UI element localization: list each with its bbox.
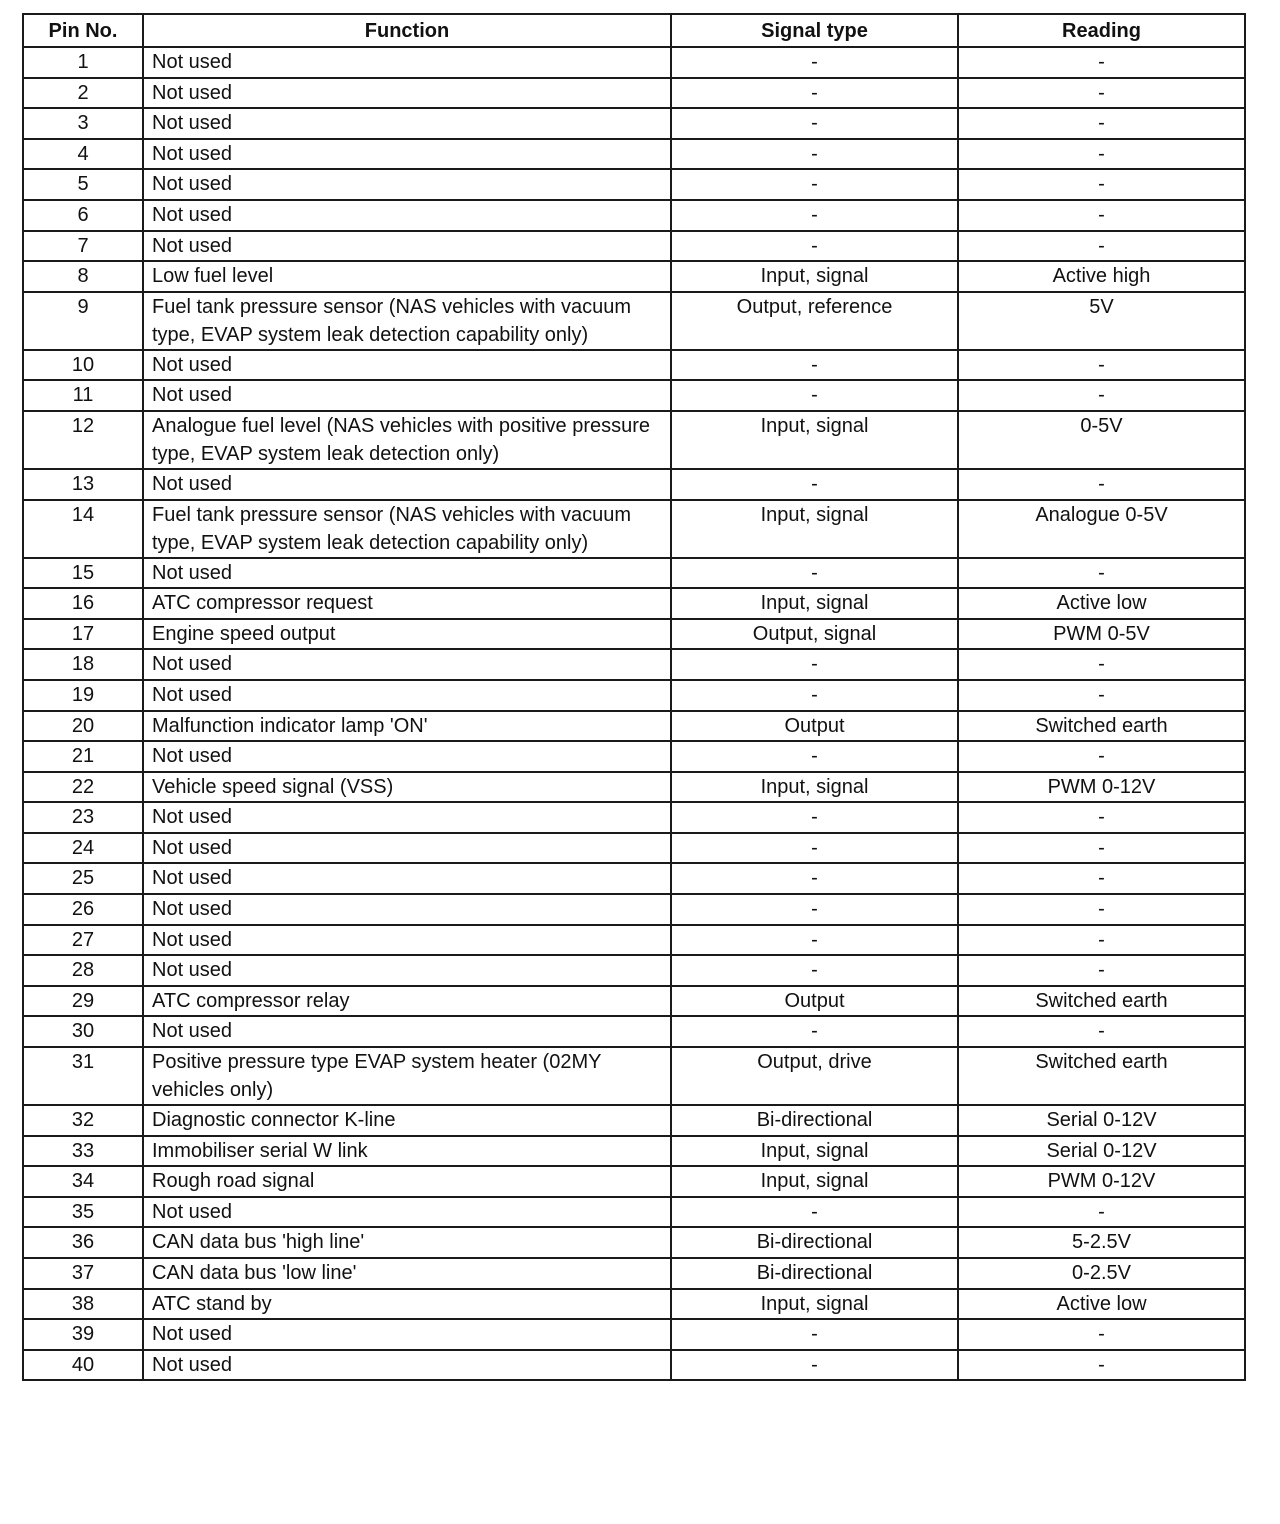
function-cell: Not used <box>143 1016 671 1047</box>
function-cell: Engine speed output <box>143 619 671 650</box>
reading-cell: - <box>958 139 1245 170</box>
table-row <box>23 47 1245 78</box>
function-cell: Not used <box>143 955 671 986</box>
table-row <box>23 802 1245 833</box>
table-row <box>23 292 1245 350</box>
signal-type-cell: Input, signal <box>671 411 958 469</box>
reading-cell: - <box>958 802 1245 833</box>
table-row <box>23 833 1245 864</box>
reading-cell: - <box>958 78 1245 109</box>
pin-number-cell: 6 <box>23 200 143 231</box>
function-cell: ATC stand by <box>143 1289 671 1320</box>
pin-number-cell: 21 <box>23 741 143 772</box>
signal-type-cell: - <box>671 1197 958 1228</box>
table-row <box>23 1166 1245 1197</box>
header-row <box>23 14 1245 47</box>
signal-type-cell: - <box>671 558 958 589</box>
signal-type-cell: - <box>671 350 958 381</box>
table-row <box>23 711 1245 742</box>
table-row <box>23 1289 1245 1320</box>
signal-type-cell: Input, signal <box>671 1136 958 1167</box>
reading-cell: - <box>958 350 1245 381</box>
pin-number-cell: 14 <box>23 500 143 558</box>
function-cell: Not used <box>143 680 671 711</box>
signal-type-cell: - <box>671 200 958 231</box>
table-row <box>23 169 1245 200</box>
function-cell: Not used <box>143 741 671 772</box>
pin-number-cell: 10 <box>23 350 143 381</box>
function-cell: Malfunction indicator lamp 'ON' <box>143 711 671 742</box>
table-row <box>23 1350 1245 1381</box>
function-cell: Not used <box>143 925 671 956</box>
table-row <box>23 955 1245 986</box>
table-row <box>23 200 1245 231</box>
table-row <box>23 1105 1245 1136</box>
reading-cell: Active high <box>958 261 1245 292</box>
signal-type-cell: - <box>671 231 958 262</box>
signal-type-cell: Bi-directional <box>671 1258 958 1289</box>
table-row <box>23 1197 1245 1228</box>
function-cell: Not used <box>143 469 671 500</box>
signal-type-cell: - <box>671 1016 958 1047</box>
pin-number-cell: 31 <box>23 1047 143 1105</box>
reading-cell: - <box>958 894 1245 925</box>
signal-type-cell: Input, signal <box>671 261 958 292</box>
pin-number-cell: 38 <box>23 1289 143 1320</box>
signal-type-cell: Input, signal <box>671 588 958 619</box>
reading-cell: Analogue 0-5V <box>958 500 1245 558</box>
function-cell: Not used <box>143 139 671 170</box>
signal-type-cell: - <box>671 833 958 864</box>
pin-number-cell: 16 <box>23 588 143 619</box>
pin-number-cell: 32 <box>23 1105 143 1136</box>
signal-type-cell: Bi-directional <box>671 1105 958 1136</box>
function-cell: Not used <box>143 231 671 262</box>
reading-cell: - <box>958 1319 1245 1350</box>
table-row <box>23 741 1245 772</box>
pin-number-cell: 9 <box>23 292 143 350</box>
pin-number-cell: 20 <box>23 711 143 742</box>
header-signal-type: Signal type <box>671 14 958 47</box>
function-cell: Not used <box>143 47 671 78</box>
table-header <box>23 14 1245 47</box>
pin-number-cell: 11 <box>23 380 143 411</box>
pin-number-cell: 12 <box>23 411 143 469</box>
signal-type-cell: Output, reference <box>671 292 958 350</box>
table-row <box>23 1258 1245 1289</box>
signal-type-cell: Output, drive <box>671 1047 958 1105</box>
reading-cell: - <box>958 200 1245 231</box>
signal-type-cell: - <box>671 108 958 139</box>
function-cell: Vehicle speed signal (VSS) <box>143 772 671 803</box>
signal-type-cell: Input, signal <box>671 772 958 803</box>
table-row <box>23 588 1245 619</box>
function-cell: Not used <box>143 558 671 589</box>
signal-type-cell: - <box>671 802 958 833</box>
pin-number-cell: 7 <box>23 231 143 262</box>
reading-cell: Serial 0-12V <box>958 1136 1245 1167</box>
signal-type-cell: - <box>671 169 958 200</box>
table-row <box>23 772 1245 803</box>
table-row <box>23 558 1245 589</box>
pin-number-cell: 36 <box>23 1227 143 1258</box>
pin-number-cell: 37 <box>23 1258 143 1289</box>
function-cell: CAN data bus 'low line' <box>143 1258 671 1289</box>
pin-number-cell: 18 <box>23 649 143 680</box>
table-row <box>23 1136 1245 1167</box>
reading-cell: - <box>958 47 1245 78</box>
reading-cell: - <box>958 558 1245 589</box>
signal-type-cell: - <box>671 1319 958 1350</box>
function-cell: Analogue fuel level (NAS vehicles with positive pressure type, EVAP system leak detection only) <box>143 411 671 469</box>
function-cell: Not used <box>143 1350 671 1381</box>
table-row <box>23 350 1245 381</box>
reading-cell: PWM 0-12V <box>958 1166 1245 1197</box>
reading-cell: Active low <box>958 588 1245 619</box>
function-cell: Not used <box>143 1319 671 1350</box>
reading-cell: - <box>958 955 1245 986</box>
function-cell: ATC compressor request <box>143 588 671 619</box>
signal-type-cell: Input, signal <box>671 1166 958 1197</box>
pin-number-cell: 2 <box>23 78 143 109</box>
pin-number-cell: 30 <box>23 1016 143 1047</box>
pin-number-cell: 29 <box>23 986 143 1017</box>
signal-type-cell: Output <box>671 711 958 742</box>
reading-cell: - <box>958 833 1245 864</box>
reading-cell: - <box>958 169 1245 200</box>
pin-number-cell: 24 <box>23 833 143 864</box>
header-function: Function <box>143 14 671 47</box>
pin-number-cell: 4 <box>23 139 143 170</box>
pin-number-cell: 13 <box>23 469 143 500</box>
header-reading: Reading <box>958 14 1245 47</box>
pin-number-cell: 34 <box>23 1166 143 1197</box>
reading-cell: 0-2.5V <box>958 1258 1245 1289</box>
reading-cell: - <box>958 741 1245 772</box>
pin-number-cell: 19 <box>23 680 143 711</box>
header-pin-no: Pin No. <box>23 14 143 47</box>
function-cell: Low fuel level <box>143 261 671 292</box>
pin-number-cell: 35 <box>23 1197 143 1228</box>
signal-type-cell: - <box>671 78 958 109</box>
signal-type-cell: Bi-directional <box>671 1227 958 1258</box>
function-cell: ATC compressor relay <box>143 986 671 1017</box>
table-row <box>23 261 1245 292</box>
signal-type-cell: Output <box>671 986 958 1017</box>
reading-cell: 5-2.5V <box>958 1227 1245 1258</box>
table-row <box>23 469 1245 500</box>
table-row <box>23 500 1245 558</box>
function-cell: Not used <box>143 863 671 894</box>
reading-cell: Active low <box>958 1289 1245 1320</box>
function-cell: Positive pressure type EVAP system heater (02MY vehicles only) <box>143 1047 671 1105</box>
table-row <box>23 411 1245 469</box>
signal-type-cell: - <box>671 47 958 78</box>
table-row <box>23 863 1245 894</box>
reading-cell: - <box>958 380 1245 411</box>
function-cell: Not used <box>143 169 671 200</box>
table-row <box>23 986 1245 1017</box>
reading-cell: - <box>958 108 1245 139</box>
table-row <box>23 1227 1245 1258</box>
table-row <box>23 894 1245 925</box>
pin-number-cell: 28 <box>23 955 143 986</box>
pin-number-cell: 23 <box>23 802 143 833</box>
signal-type-cell: - <box>671 649 958 680</box>
pin-number-cell: 3 <box>23 108 143 139</box>
pin-number-cell: 40 <box>23 1350 143 1381</box>
table-row <box>23 380 1245 411</box>
reading-cell: - <box>958 649 1245 680</box>
table-row <box>23 231 1245 262</box>
signal-type-cell: - <box>671 925 958 956</box>
reading-cell: PWM 0-5V <box>958 619 1245 650</box>
pin-function-table <box>22 13 1246 1381</box>
pin-number-cell: 39 <box>23 1319 143 1350</box>
table-row <box>23 1016 1245 1047</box>
function-cell: Not used <box>143 108 671 139</box>
reading-cell: - <box>958 1350 1245 1381</box>
reading-cell: Switched earth <box>958 1047 1245 1105</box>
pin-number-cell: 27 <box>23 925 143 956</box>
function-cell: Immobiliser serial W link <box>143 1136 671 1167</box>
signal-type-cell: - <box>671 863 958 894</box>
signal-type-cell: Input, signal <box>671 1289 958 1320</box>
pin-number-cell: 22 <box>23 772 143 803</box>
reading-cell: Serial 0-12V <box>958 1105 1245 1136</box>
signal-type-cell: - <box>671 894 958 925</box>
function-cell: Diagnostic connector K-line <box>143 1105 671 1136</box>
reading-cell: 0-5V <box>958 411 1245 469</box>
table-row <box>23 1047 1245 1105</box>
reading-cell: Switched earth <box>958 711 1245 742</box>
reading-cell: Switched earth <box>958 986 1245 1017</box>
table-row <box>23 78 1245 109</box>
signal-type-cell: Output, signal <box>671 619 958 650</box>
function-cell: Not used <box>143 649 671 680</box>
function-cell: Fuel tank pressure sensor (NAS vehicles with vacuum type, EVAP system leak detection capability only) <box>143 500 671 558</box>
table-row <box>23 1319 1245 1350</box>
function-cell: CAN data bus 'high line' <box>143 1227 671 1258</box>
reading-cell: PWM 0-12V <box>958 772 1245 803</box>
function-cell: Not used <box>143 350 671 381</box>
pin-number-cell: 15 <box>23 558 143 589</box>
table-row <box>23 139 1245 170</box>
table-row <box>23 108 1245 139</box>
table-row <box>23 649 1245 680</box>
table-row <box>23 925 1245 956</box>
pin-number-cell: 5 <box>23 169 143 200</box>
reading-cell: - <box>958 680 1245 711</box>
reading-cell: - <box>958 469 1245 500</box>
signal-type-cell: - <box>671 380 958 411</box>
pin-number-cell: 25 <box>23 863 143 894</box>
pin-number-cell: 26 <box>23 894 143 925</box>
function-cell: Not used <box>143 200 671 231</box>
function-cell: Not used <box>143 833 671 864</box>
function-cell: Not used <box>143 78 671 109</box>
function-cell: Fuel tank pressure sensor (NAS vehicles with vacuum type, EVAP system leak detection capability only) <box>143 292 671 350</box>
function-cell: Rough road signal <box>143 1166 671 1197</box>
pin-number-cell: 1 <box>23 47 143 78</box>
reading-cell: - <box>958 231 1245 262</box>
reading-cell: - <box>958 925 1245 956</box>
function-cell: Not used <box>143 1197 671 1228</box>
function-cell: Not used <box>143 802 671 833</box>
reading-cell: - <box>958 1016 1245 1047</box>
reading-cell: - <box>958 1197 1245 1228</box>
signal-type-cell: Input, signal <box>671 500 958 558</box>
pin-number-cell: 33 <box>23 1136 143 1167</box>
table-row <box>23 619 1245 650</box>
reading-cell: 5V <box>958 292 1245 350</box>
function-cell: Not used <box>143 380 671 411</box>
signal-type-cell: - <box>671 741 958 772</box>
function-cell: Not used <box>143 894 671 925</box>
table-body <box>23 47 1245 1380</box>
signal-type-cell: - <box>671 680 958 711</box>
reading-cell: - <box>958 863 1245 894</box>
table-row <box>23 680 1245 711</box>
pin-number-cell: 17 <box>23 619 143 650</box>
pin-number-cell: 8 <box>23 261 143 292</box>
signal-type-cell: - <box>671 469 958 500</box>
signal-type-cell: - <box>671 955 958 986</box>
signal-type-cell: - <box>671 1350 958 1381</box>
signal-type-cell: - <box>671 139 958 170</box>
